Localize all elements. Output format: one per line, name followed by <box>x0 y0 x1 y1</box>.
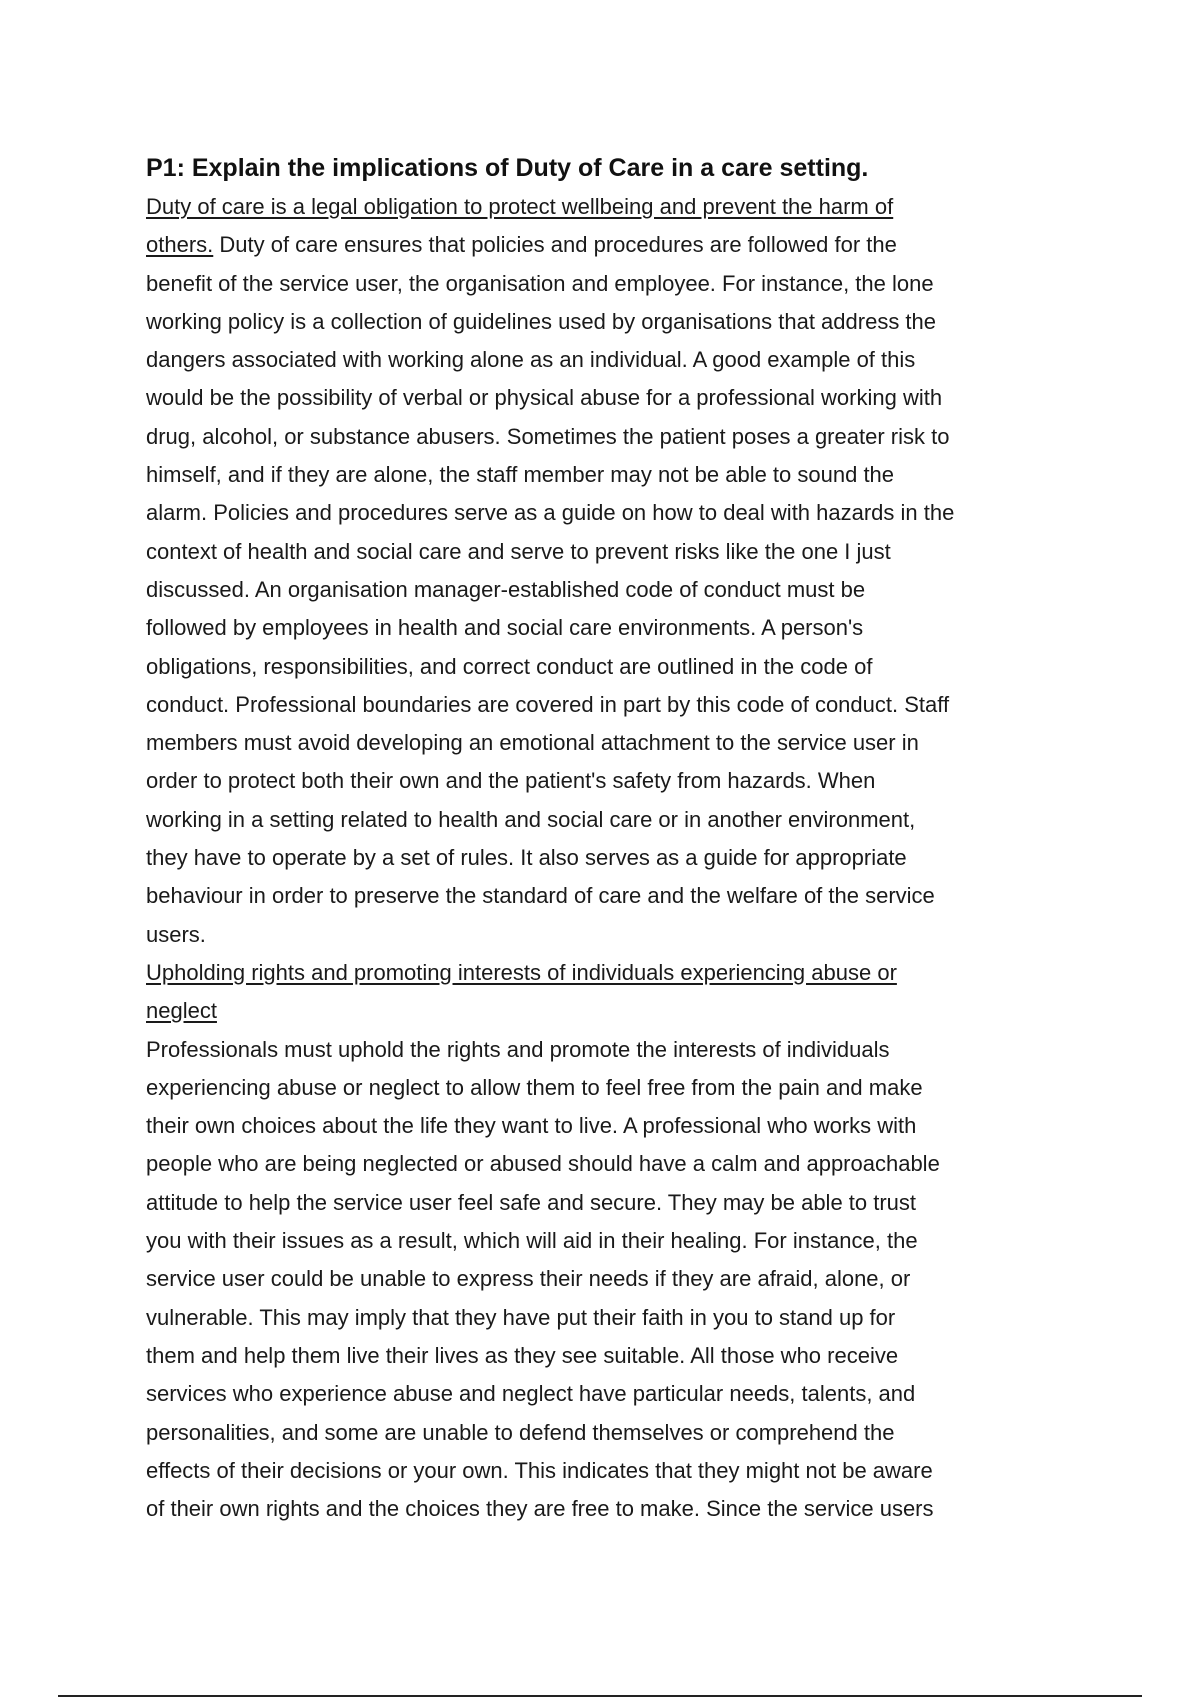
underlined-definition: Duty of care is a legal obligation to protect wellbeing and prevent the harm of <box>146 194 894 219</box>
section-upholding-rights <box>146 954 1066 1528</box>
paragraph-line: you with their issues as a result, which will aid in their healing. For instance, the <box>146 1228 918 1254</box>
paragraph-line: order to protect both their own and the patient's safety from hazards. When <box>146 768 876 794</box>
paragraph-line: working policy is a collection of guidelines used by organisations that address the <box>146 308 937 334</box>
paragraph-line: effects of their decisions or your own. This indicates that they might not be aware <box>146 1457 933 1483</box>
paragraph-line: alarm. Policies and procedures serve as a guide on how to deal with hazards in the <box>146 500 955 526</box>
paragraph-line <box>146 188 1066 226</box>
section-duty-of-care <box>146 188 1066 954</box>
paragraph-line: conduct. Professional boundaries are covered in part by this code of conduct. Staff <box>146 691 950 717</box>
paragraph-line: discussed. An organisation manager-established code of conduct must be <box>146 576 866 602</box>
document-body <box>146 148 1066 1528</box>
subheading-text: Upholding rights and promoting interests of individuals experiencing abuse or <box>146 959 897 985</box>
paragraph-line: of their own rights and the choices they are free to make. Since the service users <box>146 1496 934 1522</box>
paragraph-line <box>146 226 1066 264</box>
subheading-text: neglect <box>146 998 217 1024</box>
paragraph-line: service user could be unable to express their needs if they are afraid, alone, or <box>146 1266 911 1292</box>
section-subheading <box>146 954 1066 992</box>
paragraph-line: people who are being neglected or abused should have a calm and approachable <box>146 1151 940 1177</box>
paragraph-line: context of health and social care and serve to prevent risks like the one I just <box>146 538 891 564</box>
paragraph-line: them and help them live their lives as they see suitable. All those who receive <box>146 1342 899 1368</box>
paragraph-line: dangers associated with working alone as an individual. A good example of this <box>146 347 916 373</box>
paragraph-line: behaviour in order to preserve the standard of care and the welfare of the service <box>146 883 935 909</box>
paragraph-line: their own choices about the life they want to live. A professional who works with <box>146 1113 917 1139</box>
paragraph-line: himself, and if they are alone, the staff member may not be able to sound the <box>146 462 895 488</box>
paragraph-line: they have to operate by a set of rules. It also serves as a guide for appropriate <box>146 845 907 871</box>
paragraph-line: working in a setting related to health and social care or in another environment, <box>146 806 916 832</box>
paragraph-line: Professionals must uphold the rights and promote the interests of individuals <box>146 1036 890 1062</box>
paragraph-line: experiencing abuse or neglect to allow them to feel free from the pain and make <box>146 1074 923 1100</box>
paragraph-line: benefit of the service user, the organisation and employee. For instance, the lone <box>146 270 934 296</box>
paragraph-line: attitude to help the service user feel safe and secure. They may be able to trust <box>146 1189 917 1215</box>
paragraph-line: members must avoid developing an emotional attachment to the service user in <box>146 730 919 756</box>
underlined-definition: others. <box>146 232 214 258</box>
paragraph-line: would be the possibility of verbal or physical abuse for a professional working with <box>146 385 943 411</box>
section-subheading <box>146 992 1066 1030</box>
paragraph-line: obligations, responsibilities, and correct conduct are outlined in the code of <box>146 653 873 679</box>
paragraph-line: drug, alcohol, or substance abusers. Sometimes the patient poses a greater risk to <box>146 423 950 449</box>
paragraph-line: vulnerable. This may imply that they have put their faith in you to stand up for <box>146 1304 896 1330</box>
paragraph-line: users. <box>146 921 206 947</box>
page-title: P1: Explain the implications of Duty of Care in a care setting. <box>146 154 869 182</box>
paragraph-text: Duty of care ensures that policies and procedures are followed for the <box>213 232 897 258</box>
footer-divider <box>58 1695 1142 1697</box>
paragraph-line: services who experience abuse and neglect have particular needs, talents, and <box>146 1381 916 1407</box>
paragraph-line: personalities, and some are unable to defend themselves or comprehend the <box>146 1419 895 1445</box>
paragraph-line: followed by employees in health and social care environments. A person's <box>146 615 864 641</box>
